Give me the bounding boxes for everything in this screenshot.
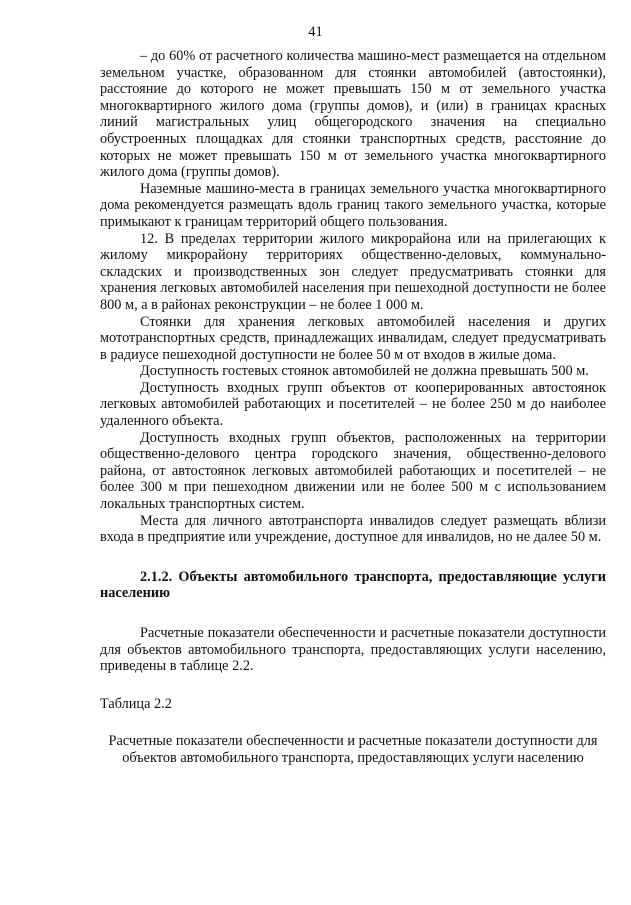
paragraph-ground-parking: Наземные машино-места в границах земельного участка многоквартирного дома рекомендуется размещать вдоль границ такого земельного участка, которые примыкают к границам территорий общего пользования.	[100, 180, 606, 230]
paragraph-disabled-parking: Стоянки для хранения легковых автомобилей населения и других мототранспортных средств, принадлежащих инвалидам, следует предусматривать в радиусе пешеходной доступности не более 50 м от входов в жилые дома.	[100, 313, 606, 363]
table-title: Расчетные показатели обеспеченности и расчетные показатели доступности для объектов автомобильного транспорта, предоставляющих услуги населению	[108, 733, 598, 766]
paragraph-parking-60-percent: – до 60% от расчетного количества машино-мест размещается на отдельном земельном участке, образованном для стоянки автомобилей (автостоянки), расстояние до которого не может превышать 150 м от земельного участка многоквартирного жилого дома (группы домов), и (или) в границах красных линий магистральных улиц общегородского значения на специально обустроенных площадках для стоянки транспортных средств, расстояние до которых не может превышать 150 м от земельного участка многоквартирного жилого дома (группы домов).	[100, 48, 606, 181]
section-heading: 2.1.2. Объекты автомобильного транспорта, предоставляющие услуги населению	[100, 568, 606, 602]
paragraph-item-12: 12. В пределах территории жилого микрорайона или на прилегающих к жилому микрорайону территориях общественно-деловых, коммунально-складских и производственных зон следует предусматривать стоянки для хранения легковых автомобилей населения при пешеходной доступности не более 800 м, а в районах реконструкции – не более 1 000 м.	[100, 230, 606, 313]
paragraph-guest-parking: Доступность гостевых стоянок автомобилей не должна превышать 500 м.	[140, 363, 589, 380]
section-paragraph: Расчетные показатели обеспеченности и расчетные показатели доступности для объектов автомобильного транспорта, предоставляющих услуги населению, приведены в таблице 2.2.	[100, 625, 606, 675]
table-label: Таблица 2.2	[100, 695, 172, 712]
paragraph-cooperative-parking: Доступность входных групп объектов от кооперированных автостоянок легковых автомобилей работающих и посетителей – не более 250 м до наиболее удаленного объекта.	[100, 379, 606, 430]
paragraph-disabled-vehicle-places: Места для личного автотранспорта инвалидов следует размещать вблизи входа в предприятие или учреждение, доступное для инвалидов, но не далее 50 м.	[100, 512, 606, 546]
document-body	[100, 48, 606, 767]
paragraph-business-center-access: Доступность входных групп объектов, расположенных на территории общественно-делового центра городского значения, общественно-делового района, от автостоянок легковых автомобилей работающих и посетителей – не более 300 м при пешеходном движении или не более 500 м с использованием локальных транспортных систем.	[100, 429, 606, 513]
page-number: 41	[308, 24, 323, 40]
